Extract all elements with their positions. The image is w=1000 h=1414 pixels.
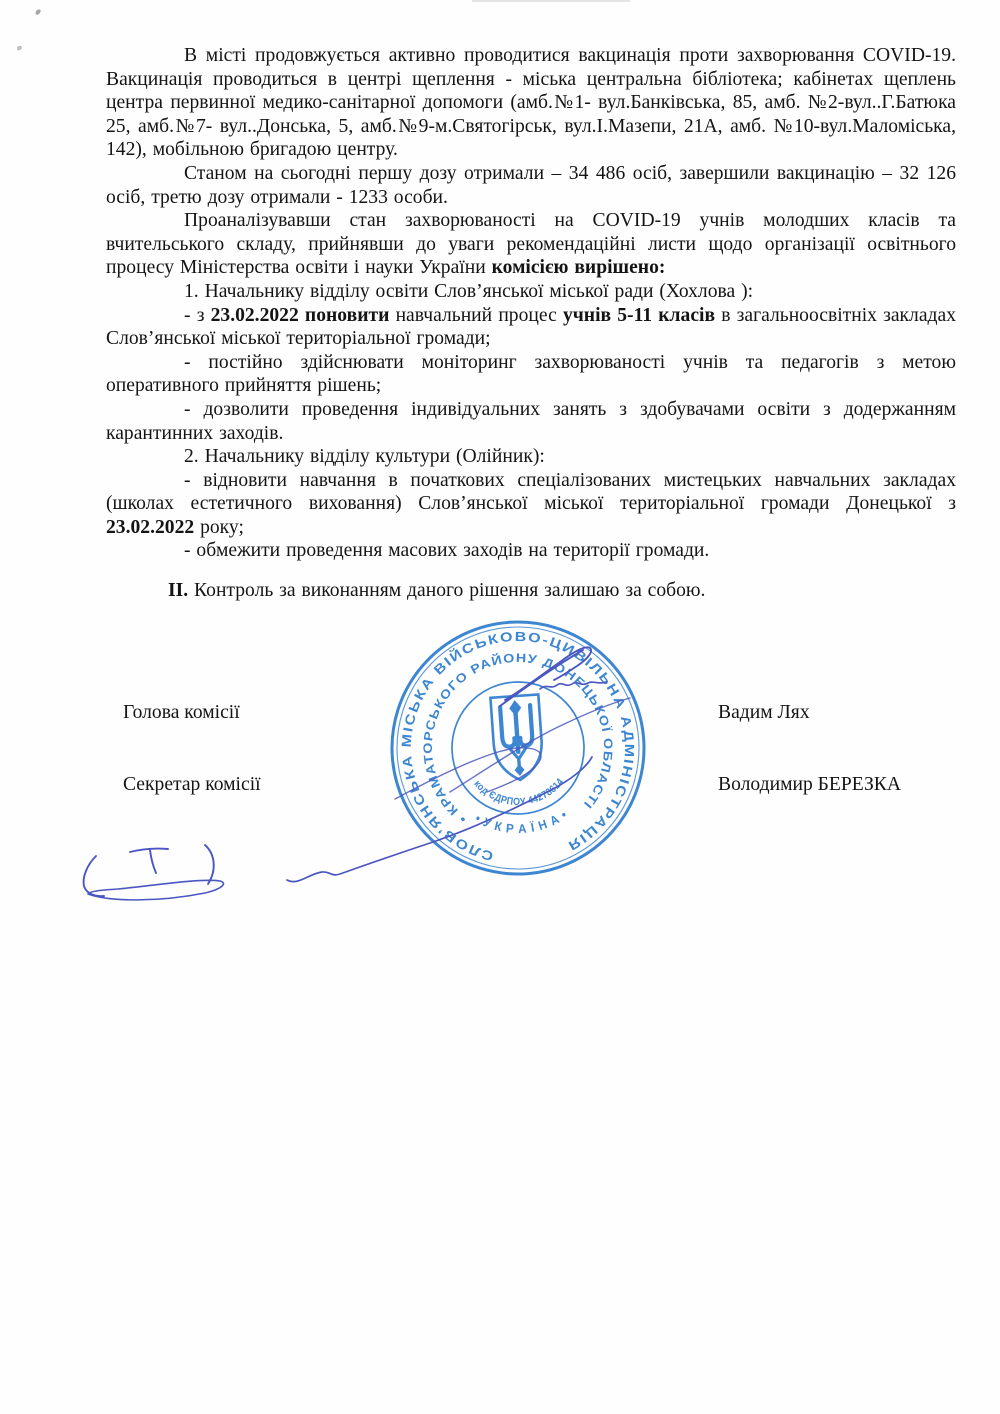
text-run: - дозволити проведення індивідуальних занять з здобувачами освіти з додержанням карантинних заходів. <box>106 398 956 444</box>
bold-text-run: 23.02.2022 <box>106 516 195 538</box>
paragraph-art-schools <box>106 469 956 540</box>
text-run: 1. Начальнику відділу освіти Слов’янської міської ради (Хохлова ): <box>184 280 754 302</box>
stamp-text-administration: СЛОВ’ЯНСЬКА МІСЬКА ВІЙСЬКОВО-ЦИВІЛЬНА АДМІНІСТРАЦІЯ <box>398 628 638 864</box>
bold-text-run: учнів 5-11 класів <box>562 304 716 326</box>
bottom-signature-hook <box>205 845 214 884</box>
paragraph-culture-head <box>106 445 956 469</box>
paragraph-vaccination-info <box>106 44 956 162</box>
paragraph-monitoring <box>106 351 956 398</box>
text-run: В місті продовжується активно проводитися вакцинація проти захворювання COVID-19. Вакцинація проводиться в центрі щеплення - міська центральна бібліотека; кабінетах щеплень центра первинної медико-санітарної допомоги (амб.№1- вул.Банківська, 85, амб. №2-вул..Г.Батюка 25, амб.№7- вул..Донська, 5, амб.№9-м.Святогірськ, вул.І.Мазепи, 21А, амб. №10-вул.Маломіська, 142), мобільною бригадою центру. <box>106 45 956 161</box>
bottom-signature-underline <box>88 880 224 900</box>
stamp-text-district: • КРАМАТОРСЬКОГО РАЙОНУ ДОНЕЦЬКОЇ ОБЛАСТІ <box>420 650 616 827</box>
paragraph-commission-decision <box>106 209 956 280</box>
ukraine-trident-icon <box>490 694 544 781</box>
stamp-text-edrpou: код ЄДРПОУ 44278614 <box>471 775 567 809</box>
paragraph-dose-statistics <box>106 162 956 209</box>
scan-speck <box>16 45 22 50</box>
scan-speck <box>35 8 42 15</box>
official-round-stamp <box>379 609 657 887</box>
paragraph-resume-classes <box>106 304 956 351</box>
text-run: - обмежити проведення масових заходів на території громади. <box>184 540 710 562</box>
svg-text:• У К Р А Ї Н А • <box>472 805 571 839</box>
text-run: року; <box>194 516 244 538</box>
text-run: Станом на сьогодні першу дозу отримали – 34 486 осіб, завершили вакцинацію – 32 126 осіб, третю дозу отримали - 1233 особи. <box>106 162 956 208</box>
paragraph-control-statement <box>106 579 956 603</box>
text-run: - з <box>184 304 211 326</box>
paragraph-education-head <box>106 280 956 304</box>
signature-name-secretary: Володимир БЕРЕЗКА <box>718 774 902 795</box>
text-run: Контроль за виконанням даного рішення залишаю за собою. <box>188 580 706 602</box>
text-run: в загальноосвітніх закладах Слов’янської міської територіальної громади; <box>106 304 956 350</box>
document-text <box>106 44 956 603</box>
text-run: - постійно здійснювати моніторинг захворюваності учнів та педагогів з метою оперативного прийняття рішень; <box>106 351 956 397</box>
paragraph-individual-lessons <box>106 398 956 445</box>
stamp-text-country: • У К Р А Ї Н А • <box>472 807 571 837</box>
bold-text-run: комісією вирішено: <box>491 257 666 279</box>
text-run: навчальний процес <box>389 304 563 326</box>
text-run: - відновити навчання в початкових спеціалізованих мистецьких навчальних закладах (школах естетичного виховання) Слов’янської міської територіальної громади Донецької з <box>106 469 956 515</box>
text-run: Проаналізувавши стан захворюваності на COVID-19 учнів молодших класів та вчительського складу, прийнявши до уваги рекомендаційні листи щодо організації освітнього процесу Міністерства освіти і науки України <box>106 210 956 279</box>
bold-text-run: 23.02.2022 поновити <box>210 304 390 326</box>
scan-artifact-line <box>472 0 630 2</box>
text-run: 2. Начальнику відділу культури (Олійник): <box>184 446 545 468</box>
signature-role-head: Голова комісії <box>123 702 240 723</box>
signature-name-head: Вадим Лях <box>718 702 810 723</box>
signature-role-secretary: Секретар комісії <box>123 774 261 795</box>
bold-text-run: II. <box>168 580 189 602</box>
bottom-signature-tbar <box>130 849 168 873</box>
paragraph-mass-events <box>106 539 956 563</box>
bottom-signature-arc <box>84 856 104 896</box>
